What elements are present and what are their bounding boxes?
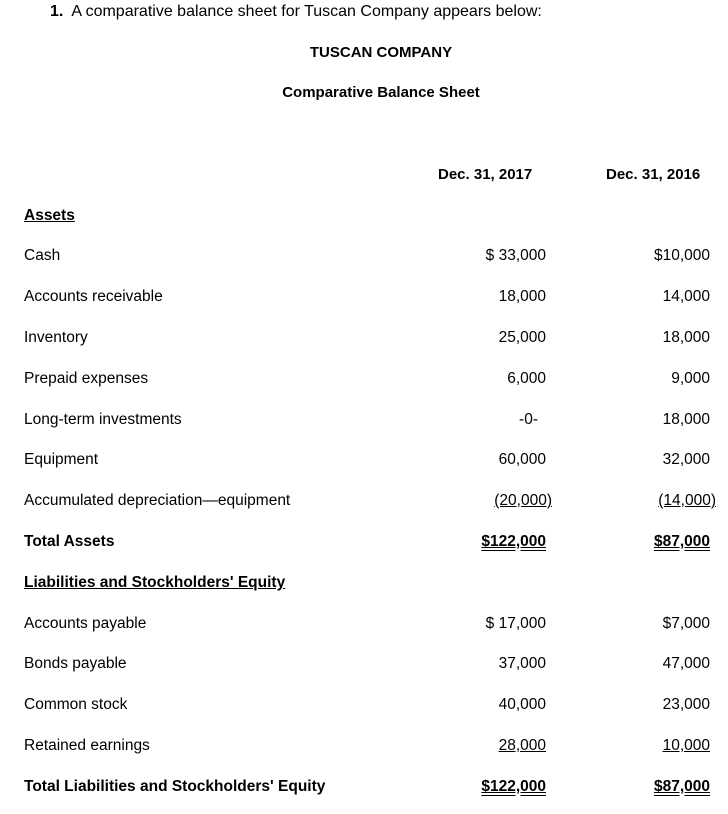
row-label: Accumulated depreciation—equipment [24,492,291,509]
total-liabilities-2016: $87,000 [653,778,710,795]
row-label: Prepaid expenses [24,370,149,387]
value-2016: 18,000 [662,329,710,346]
liabilities-heading: Liabilities and Stockholders' Equity [24,574,286,591]
statement-title: Comparative Balance Sheet [282,84,480,101]
question-number: 1. [50,3,64,20]
value-2016: 23,000 [662,696,710,713]
row-label: Accounts receivable [24,288,163,305]
value-2016: $7,000 [662,615,710,632]
column-header-2016: Dec. 31, 2016 [606,166,701,183]
value-2016: 18,000 [662,411,710,428]
total-liabilities-2017: $122,000 [481,778,546,795]
value-2017: 6,000 [507,370,546,387]
value-2016: (14,000) [658,492,716,509]
value-2016: 32,000 [662,451,710,468]
total-liabilities-label: Total Liabilities and Stockholders' Equity [24,778,326,795]
row-label: Bonds payable [24,655,127,672]
value-2017: 18,000 [498,288,546,305]
value-2016: 10,000 [662,737,710,754]
value-2017: 60,000 [498,451,546,468]
value-2016: 14,000 [662,288,710,305]
value-2017: 40,000 [498,696,546,713]
value-2016: $10,000 [653,247,710,264]
row-label: Cash [24,247,61,264]
company-name: TUSCAN COMPANY [309,44,453,61]
row-label: Accounts payable [24,615,147,632]
value-2017: $ 17,000 [485,615,546,632]
row-label: Retained earnings [24,737,150,754]
value-2017: (20,000) [494,492,552,509]
value-2017: 28,000 [498,737,546,754]
total-assets-label: Total Assets [24,533,115,550]
row-label: Equipment [24,451,99,468]
total-assets-2016: $87,000 [653,533,710,550]
row-label: Inventory [24,329,88,346]
total-assets-2017: $122,000 [481,533,546,550]
question-body: A comparative balance sheet for Tuscan Company appears below: [71,3,542,20]
value-2016: 47,000 [662,655,710,672]
value-2017: 37,000 [498,655,546,672]
row-label: Long-term investments [24,411,182,428]
row-label: Common stock [24,696,128,713]
value-2016: 9,000 [671,370,710,387]
question-text [50,3,542,21]
value-2017: 25,000 [498,329,546,346]
value-2017: -0- [519,411,538,428]
assets-heading: Assets [24,207,75,224]
value-2017: $ 33,000 [485,247,546,264]
column-header-2017: Dec. 31, 2017 [438,166,533,183]
